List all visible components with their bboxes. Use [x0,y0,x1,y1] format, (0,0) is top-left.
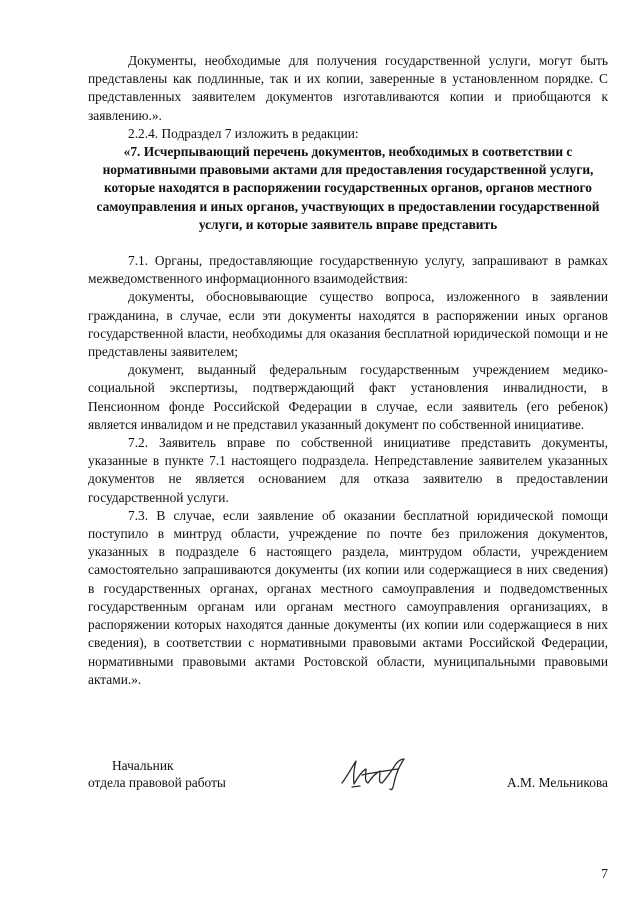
intro-paragraph-1: Документы, необходимые для получения государственной услуги, могут быть представлены как подлинные, так и их копии, заверенные в установленном порядке. С представленных заявителем документов изготавливаются копии и приобщаются к заявлению.». [88,53,608,123]
body-paragraph-7-2: 7.2. Заявитель вправе по собственной инициативе представить документы, указанные в пункте 7.1 настоящего подраздела. Непредставление заявителем указанных документов не является основанием для отказа заявителю в предоставлении государственной услуги. [88,435,608,505]
signatory-title-line-2: отдела правовой работы [88,775,226,790]
body-paragraph-7-1: 7.1. Органы, предоставляющие государственную услугу, запрашивают в рамках межведомственного информационного взаимодействия: [88,253,608,287]
body-paragraph-7-3: 7.3. В случае, если заявление об оказании бесплатной юридической помощи поступило в минтруд области, учреждение по почте без приложения документов, указанных в подразделе 6 настоящего раздела, минтрудом области, учреждением самостоятельно запрашиваются документы (их копии или содержащиеся в них сведения) в государственных органах, органах местного самоуправления и подведомственных государственным органам или органам местного самоуправления организациях, в распоряжении которых находятся данные документы (их копии или содержащиеся в них сведения), в соответствии с нормативными правовыми актами Российской Федерации, нормативными правовыми актами Ростовской области, муниципальными правовыми актами.». [88,507,608,687]
page-number: 7 [601,866,608,881]
body-paragraph-documents: документы, обосновывающие существо вопроса, изложенного в заявлении гражданина, в случае, если эти документы находятся в распоряжении иных органов государственной власти, необходимы для оказания бесплатной юридической помощи и не представлены заявителем; [88,289,608,360]
spacer [88,234,608,252]
signature-block [88,757,608,797]
handwritten-signature-icon [336,753,420,793]
signatory-name: А.М. Мельникова [506,775,608,790]
intro-paragraph-2: 2.2.4. Подраздел 7 изложить в редакции: [128,125,359,141]
signatory-title-line-1: Начальник [112,758,174,773]
document-page [88,52,608,689]
body-paragraph-document-mse: документ, выданный федеральным государственным учреждением медико-социальной экспертизы, подтверждающий факт установления инвалидности, в Пенсионном фонде Российской Федерации в случае, если заявитель (его ребенок) является инвалидом и не представил указанный документ по собственной инициативе. [88,362,608,432]
section-heading: «7. Исчерпывающий перечень документов, необходимых в соответствии с нормативными правовыми актами для предоставления государственной услуги, которые находятся в распоряжении государственных органов, органов местного самоуправления и иных органов, участвующих в предоставлении государственной услуги, и которые заявитель вправе представить [96,144,600,232]
